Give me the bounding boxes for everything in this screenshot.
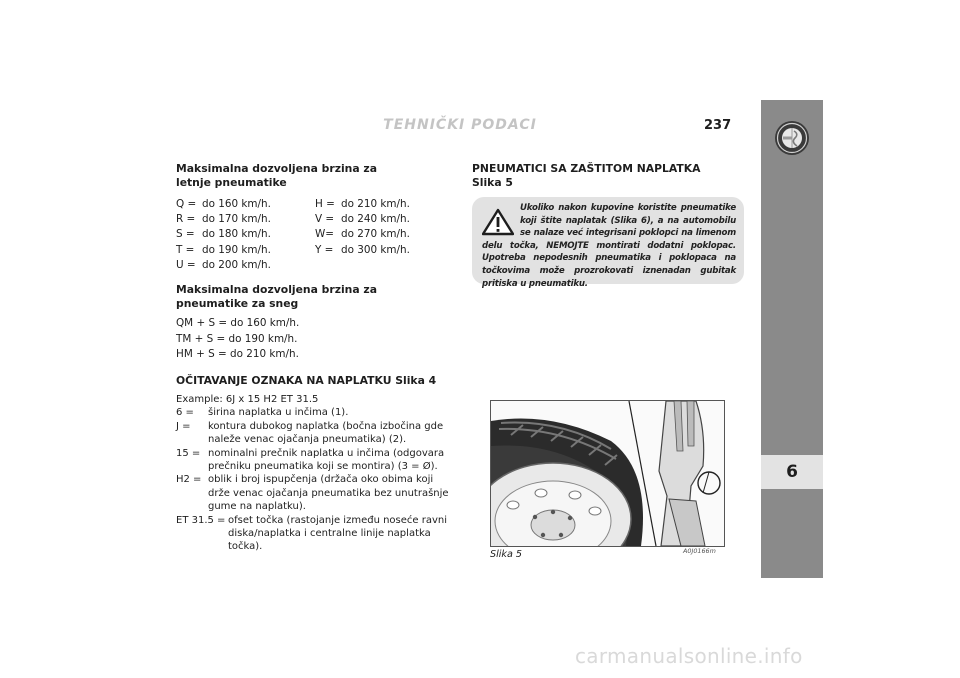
winter-speed-line: HM + S = do 210 km/h.	[176, 348, 299, 361]
rim-item	[176, 406, 456, 419]
speed-row	[176, 197, 431, 212]
speed-code	[315, 258, 341, 273]
speed-limit: do 210 km/h.	[341, 198, 410, 210]
speed-row	[176, 212, 431, 227]
chapter-sidebar	[761, 100, 823, 578]
speed-code: H =	[315, 198, 335, 210]
summer-speed-table	[176, 197, 431, 273]
rim-marking-list	[176, 393, 456, 554]
rim-item	[176, 447, 456, 474]
speed-limit: do 180 km/h.	[202, 228, 271, 241]
rim-protection-heading: PNEUMATICI SA ZAŠTITOM NAPLATKA Slika 5	[472, 162, 701, 189]
speed-code: V =	[315, 213, 335, 226]
winter-speed-line: QM + S = do 160 km/h.	[176, 317, 300, 329]
speed-limit: do 160 km/h.	[202, 198, 271, 210]
speed-code: W=	[315, 228, 334, 241]
speed-code: R =	[176, 213, 196, 226]
rim-item-code: H2 =	[176, 474, 202, 486]
speed-row	[176, 227, 431, 242]
speed-limit	[341, 258, 431, 273]
speed-limit: do 200 km/h.	[202, 258, 271, 271]
page-number: 237	[704, 118, 732, 133]
running-header-title: TEHNIČKI PODACI	[383, 117, 537, 133]
speed-code: S =	[176, 228, 195, 241]
rim-example: Example: 6J x 15 H2 ET 31.5	[176, 394, 319, 405]
alfa-romeo-logo-icon	[774, 120, 810, 156]
watermark-text: carmanualsonline.info	[575, 644, 803, 668]
chapter-tab: 6	[761, 455, 823, 489]
rim-item	[176, 514, 456, 554]
warning-triangle-icon	[482, 208, 514, 236]
figure-code: A0J0166m	[683, 547, 716, 555]
figure-caption: Slika 5	[490, 549, 523, 560]
winter-speed-line: TM + S = do 190 km/h.	[176, 332, 298, 345]
warning-box	[472, 197, 744, 289]
winter-speed-list	[176, 316, 299, 363]
rim-item	[176, 420, 456, 447]
speed-row	[176, 258, 431, 273]
summer-speed-heading: Maksimalna dozvoljena brzina za letnje pneumatike	[176, 162, 377, 189]
rim-marking-heading: OČITAVANJE OZNAKA NA NAPLATKU Slika 4	[176, 374, 437, 387]
speed-limit: do 190 km/h.	[202, 243, 271, 256]
rim-item-code: 15 =	[176, 447, 201, 459]
rim-item-code: J =	[176, 420, 191, 432]
speed-row	[176, 243, 431, 258]
rim-item-description: širina naplatka u inčima (1).	[208, 407, 349, 419]
warning-text: Ukoliko nakon kupovine koristite pneumatike koji štite naplatak (Slika 6), a na automobilu se nalaze već integrisani poklopci na limenom delu točka, NEMOJTE montirati dodatni poklopac. Upotreba nepodesnih pneumatika i poklopaca na točkovima može prozrokovati iznenadan gubitak pritiska u pneumatiku.	[482, 203, 736, 289]
rim-item-description: ofset točka (rastojanje između noseće ravni diska/naplatka i centralne linije naplatka točka).	[228, 514, 448, 553]
rim-item-description: oblik i broj ispupčenja (držača oko obima koji drže venac ojačanja pneumatika bez unutrašnje gume na naplatku).	[208, 474, 449, 513]
tire-illustration	[491, 401, 724, 546]
speed-limit: do 170 km/h.	[202, 213, 271, 226]
speed-code: U =	[176, 258, 196, 271]
rim-item-code: ET 31.5 =	[176, 514, 226, 526]
speed-code: Y =	[315, 243, 334, 256]
figure-tire-rim-protection	[490, 400, 725, 547]
speed-code: T =	[176, 243, 195, 256]
rim-item-description: kontura dubokog naplatka (bočna izbočina gde naleže venac ojačanja pneumatika) (2).	[208, 420, 444, 446]
rim-item	[176, 473, 456, 513]
speed-limit: do 240 km/h.	[341, 213, 410, 226]
speed-code: Q =	[176, 198, 197, 210]
rim-item-description: nominalni prečnik naplatka u inčima (odgovara prečniku pneumatika koji se montira) (3 = Ø).	[208, 447, 445, 473]
speed-limit: do 270 km/h.	[341, 228, 410, 241]
winter-speed-heading: Maksimalna dozvoljena brzina za pneumatike za sneg	[176, 283, 377, 310]
rim-item-code: 6 =	[176, 407, 194, 419]
speed-limit: do 300 km/h.	[341, 243, 410, 256]
